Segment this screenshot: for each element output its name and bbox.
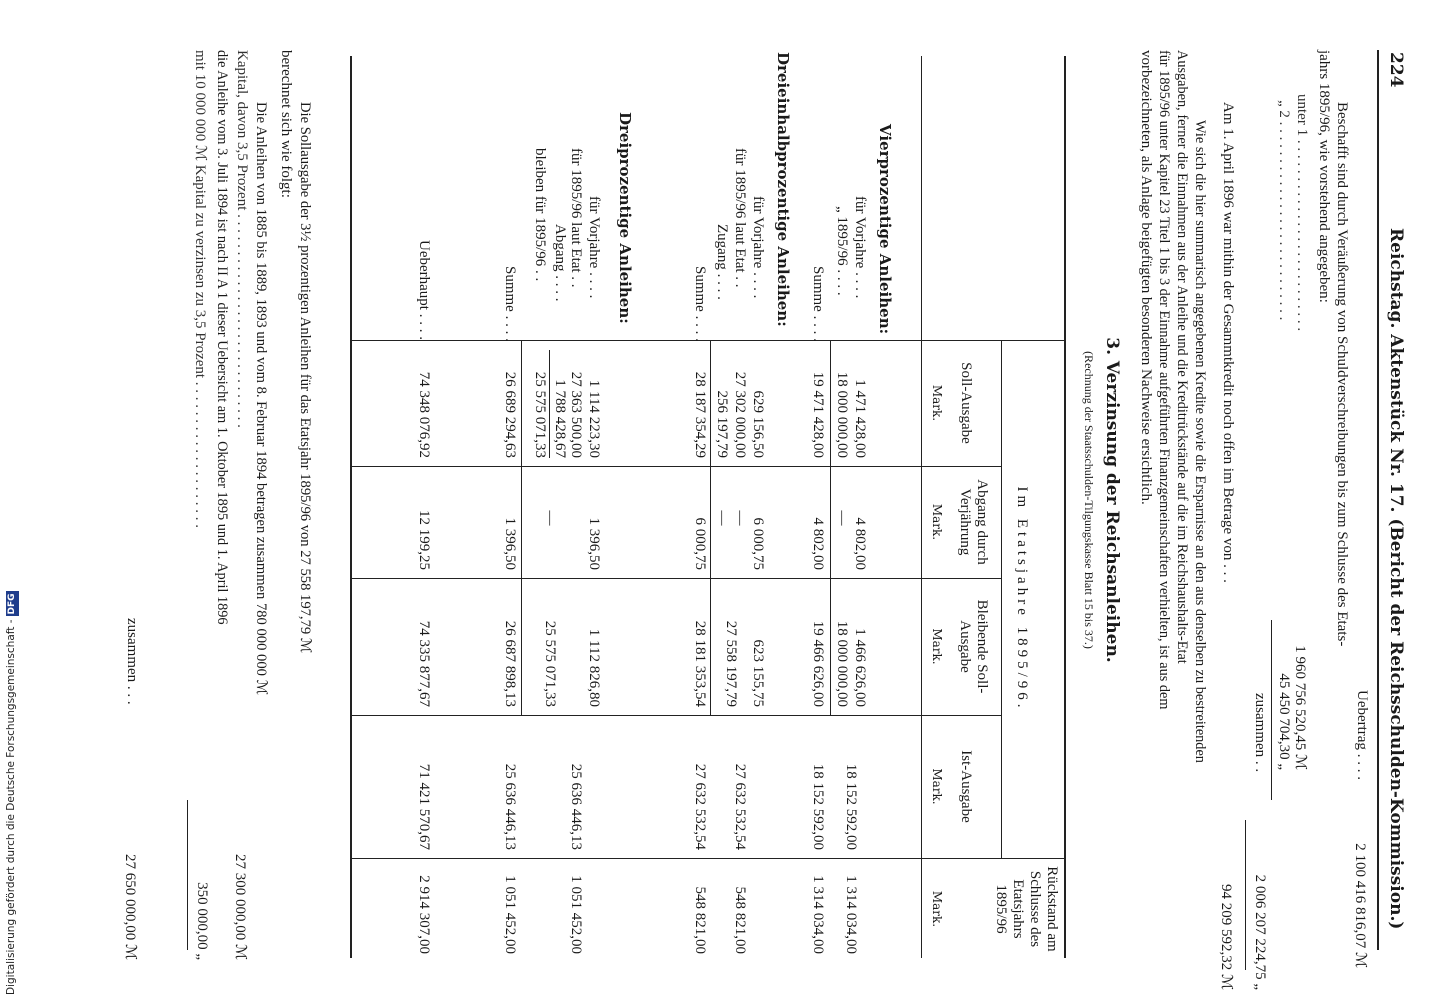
digitization-credit-text: Digitalisierung gefördert durch die Deutsche Forschungsgemeinschaft -: [5, 619, 17, 995]
cell-abgang: 6 000,75: [692, 517, 708, 570]
cell-abgang: —: [834, 510, 850, 526]
col-divider: [352, 715, 1002, 716]
note3-line2: mit 10 000 000 ℳ Kapital zu verzinsen zu 3,5 Prozent . . . . . . . . . . . . . . . . . . . .: [192, 50, 208, 529]
para2-value: 94 209 592,32 ℳ: [1218, 883, 1234, 990]
cell-soll: 629 156,50: [750, 390, 766, 458]
cell-ist: 27 632 532,54: [732, 763, 748, 850]
subtotal-rule: [710, 340, 711, 715]
row-label: für 1895/96 laut Etat . .: [568, 148, 584, 288]
group-header-rule: [1001, 340, 1002, 858]
cell-bleibende: 26 687 898,13: [502, 620, 518, 707]
col-soll-header: Soll-Ausgabe: [958, 362, 974, 444]
cell-bleibende: 19 466 626,00: [810, 620, 826, 707]
footer-zusammen-label: zusammen . . .: [124, 618, 140, 705]
col-divider: [352, 578, 1002, 579]
cell-rueckstand: 548 821,00: [692, 886, 708, 954]
row-label: bleiben für 1895/96 . .: [532, 148, 548, 282]
cell-ist: 18 152 592,00: [810, 763, 826, 850]
unit-label: Mark.: [930, 768, 944, 805]
cell-soll: 19 471 428,00: [810, 371, 826, 458]
cell-abgang: 1 396,50: [586, 517, 602, 570]
item1-value: 1 960 756 520,45 ℳ: [1292, 645, 1308, 770]
cell-bleibende: 28 181 353,54: [692, 620, 708, 707]
subtotal-rule: [549, 350, 550, 458]
col-rueckstand-header: Rückstand am Schlusse des Etatsjahrs 1895/96: [993, 866, 1060, 952]
row-label: Summe . . . .: [502, 266, 518, 342]
section-subtitle: (Rechnung der Staatsschulden-Tilgungskasse Blatt 15 bis 37.): [1082, 351, 1096, 649]
col-divider: [352, 858, 1066, 859]
row-label: Summe . . . .: [692, 266, 708, 342]
unit-label: Mark.: [930, 890, 944, 928]
cell-rueckstand: 1 314 034,00: [843, 875, 859, 954]
unit-label: Mark.: [930, 628, 944, 665]
cell-ist: 27 632 532,54: [692, 763, 708, 850]
running-title: Reichstag. Aktenstück Nr. 17. (Bericht der Reichsschulden-Kommission.): [1386, 228, 1406, 930]
row-label: Abgang . . . .: [552, 224, 568, 302]
cell-bleibende: 623 155,75: [750, 639, 766, 707]
cell-ist: 25 636 446,13: [568, 763, 584, 850]
cell-bleibende: 25 575 071,33: [542, 620, 558, 707]
cell-bleibende: 27 558 197,79: [723, 620, 739, 707]
cell-abgang: 6 000,75: [750, 517, 766, 570]
zusammen-label: zusammen . .: [1252, 693, 1268, 773]
cell-soll: 74 348 076,92: [416, 371, 432, 458]
table-top-rule: [1064, 56, 1066, 958]
cell-rueckstand: 1 051 452,00: [502, 875, 518, 954]
sum-rule: [1271, 620, 1272, 800]
row-label: Zugang . . . .: [714, 224, 730, 300]
section-title-vierprozentig: Vierprozentige Anleihen:: [876, 124, 894, 335]
footer-sum-rule: [187, 800, 188, 950]
uebertrag-label: Uebertrag . . . .: [1354, 690, 1370, 780]
cell-soll: 1 788 428,67: [552, 379, 568, 458]
para1-line2: jahrs 1895/96, wie vorstehend angegeben:: [1316, 50, 1332, 303]
subtotal-rule: [830, 340, 831, 715]
cell-ist: 18 152 592,00: [843, 763, 859, 850]
para2-text: Am 1. April 1896 war mithin der Gesammtkredit noch offen im Betrage von . . .: [1220, 102, 1236, 583]
cell-soll: 1 471 428,00: [852, 379, 868, 458]
cell-soll: 27 363 500,00: [568, 371, 584, 458]
note1-line1: Die Sollausgabe der 3½ prozentigen Anleihen für das Etatsjahr 1895/96 von 27 558 197,79 ℳ: [297, 102, 313, 654]
cell-abgang: 1 396,50: [502, 517, 518, 570]
cell-rueckstand: 1 051 452,00: [568, 875, 584, 954]
dfg-logo: DFG: [7, 593, 17, 615]
row-label: für Vorjahre . . . .: [750, 196, 766, 299]
cell-abgang: 4 802,00: [852, 517, 868, 570]
row-label: für Vorjahre . . . .: [852, 196, 868, 299]
row-label: „ 1895/96 . . . .: [834, 206, 850, 296]
item2-value: 45 450 704,30 „: [1276, 673, 1292, 770]
cell-bleibende: 1 112 826,80: [586, 628, 602, 707]
cell-bleibende: 18 000 000,00: [834, 620, 850, 707]
para3-line3: für 1895/96 unter Kapitel 23 Titel 1 bis 3 der Einnahme aufgeführten Finanzgemeinschaften verhielten, ist aus dem: [1156, 50, 1172, 710]
cell-soll: 18 000 000,00: [834, 371, 850, 458]
uebertrag-value: 2 100 416 816,07 ℳ: [1352, 843, 1368, 968]
unit-label: Mark.: [930, 503, 944, 541]
total-rule: [1245, 820, 1246, 970]
subtotal-rule: [521, 340, 522, 715]
cell-soll: 25 575 071,33: [532, 371, 548, 458]
header-bottom-rule: [921, 56, 922, 958]
cell-bleibende: 74 335 877,67: [416, 620, 432, 707]
item1-label: unter 1 . . . . . . . . . . . . . . . . . . . . . . . . . .: [1294, 94, 1310, 332]
footer-zusammen-value: 27 650 000,00 ℳ: [122, 853, 138, 960]
para3-line2: Ausgaben, ferner die Einnahmen aus der Anleihe und die Kreditrückstände auf die im Reichshaushalts-Etat: [1174, 50, 1190, 664]
col-abgang-header: Abgang durch Verjährung: [957, 479, 990, 565]
col-divider: [352, 466, 1002, 467]
cell-soll: 26 689 294,63: [502, 371, 518, 458]
note2-value: 27 300 000,00 ℳ: [232, 853, 248, 960]
cell-soll: 27 302 000,00: [732, 371, 748, 458]
cell-abgang: 12 199,25: [416, 510, 432, 570]
cell-soll: 1 114 223,30: [586, 379, 602, 458]
note1-line2: berechnet sich wie folgt:: [278, 50, 294, 198]
cell-soll: 256 197,79: [714, 390, 730, 458]
cell-abgang: 4 802,00: [810, 517, 826, 570]
para3-line1: Wie sich die hier summarisch angegebenen Kredite sowie die Ersparnisse an den aus denselben zu bestreitenden: [1192, 120, 1208, 763]
page-number: 224: [1386, 52, 1406, 88]
row-label: für 1895/96 laut Etat . .: [732, 148, 748, 288]
cell-abgang: —: [542, 510, 558, 526]
cell-rueckstand: 2 914 307,00: [416, 875, 432, 954]
cell-abgang: —: [732, 510, 748, 526]
item2-label: „ 2 . . . . . . . . . . . . . . . . . . . . . . . . . . .: [1276, 100, 1292, 321]
unit-label: Mark.: [930, 384, 944, 422]
row-label: für Vorjahre . . . .: [586, 196, 602, 299]
para3-line4: vorbezeichneten, als Anlage beigefügten besonderen Nachweise ersichtlich.: [1138, 50, 1154, 505]
note2-line2: Kapital, davon 3,5 Prozent . . . . . . . . . . . . . . . . . . . . . . . . . . . . .: [234, 50, 250, 428]
section-title-dreiprozentig: Dreiprozentige Anleihen:: [616, 112, 634, 324]
cell-rueckstand: 548 821,00: [732, 886, 748, 954]
note2-line1: Die Anleihen von 1885 bis 1889, 1893 und vom 8. Februar 1894 betragen zusammen 780 000 000 ℳ: [253, 102, 269, 696]
cell-bleibende: 1 466 626,00: [852, 628, 868, 707]
cell-ist: 71 421 570,67: [416, 763, 432, 850]
header-rule: [1377, 50, 1379, 950]
row-label: Ueberhaupt . . . .: [416, 240, 432, 340]
cell-ist: 25 636 446,13: [502, 763, 518, 850]
row-label: Summe . . . .: [810, 266, 826, 342]
cell-rueckstand: 1 314 034,00: [810, 875, 826, 954]
section-title-dreieinhalbprozentig: Dreieinhalbprozentige Anleihen:: [774, 52, 792, 327]
zusammen-value: 2 006 207 224,75 „: [1252, 874, 1268, 990]
col-bleibende-header: Bleibende Soll-Ausgabe: [957, 599, 990, 694]
cell-soll: 28 187 354,29: [692, 371, 708, 458]
section-title: 3. Verzinsung der Reichsanleihen.: [1102, 337, 1122, 663]
note3-value: 350 000,00 „: [194, 882, 210, 960]
cell-abgang: —: [714, 510, 730, 526]
note3-line1: die Anleihe vom 3. Juli 1894 ist nach II A 1 dieser Uebersicht am 1. Oktober 1895 und 1. April 1896: [214, 50, 230, 625]
group-header: Im Etatsjahre 1895/96.: [1014, 486, 1030, 712]
col-ist-header: Ist-Ausgabe: [958, 750, 974, 823]
para1-line1: Beschafft sind durch Veräußerung von Schuldverschreibungen bis zum Schlusse des Etats-: [1334, 102, 1350, 647]
table-bottom-rule: [350, 56, 352, 958]
